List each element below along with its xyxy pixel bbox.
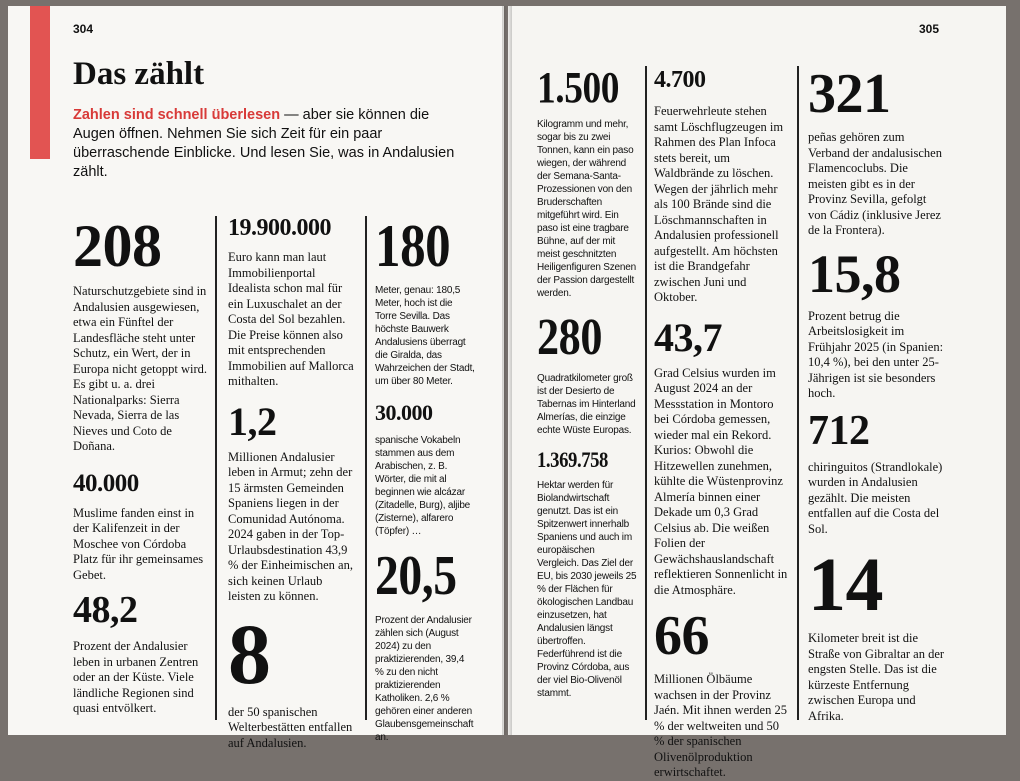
stat-number: 1,2 [228, 398, 277, 444]
stat-text: Prozent betrug die Arbeitslosigkeit im Frühjahr 2025 (in Spanien: 10,4 %), bei den unter 25-Jährigen ist sie besonders hoch. [808, 308, 944, 400]
intro-paragraph [73, 106, 463, 182]
column-divider [797, 66, 799, 720]
book-gutter [502, 6, 512, 735]
stat-number: 15,8 [808, 243, 901, 304]
stat-text: Muslime fanden einst in der Kalifenzeit in der Moschee von Córdoba Platz für ihr gemeinsames Gebet. [73, 505, 204, 582]
stat-number: 66 [654, 605, 709, 667]
stat-text: der 50 spanischen Welterbestätten entfallen auf Andalusien. [228, 704, 353, 750]
stat-number: 14 [808, 543, 883, 627]
right-column-3 [808, 63, 948, 724]
stat-number: 712 [808, 407, 870, 454]
stat-number: 20,5 [375, 545, 457, 607]
left-column-2 [228, 216, 358, 751]
stat-text: Millionen Ölbäume wachsen in der Provinz Jaén. Mit ihnen werden 25 % der weltweiten und 50 % der spanischen Olivenölproduktion erwirtschaftet. [654, 672, 787, 779]
stat-text: Quadratkilometer groß ist der Desierto de Tabernas im Hinterland Almerías, die einzige echte Wüste Europas. [537, 373, 636, 436]
column-divider [645, 66, 647, 720]
stat-number: 19.900.000 [228, 215, 331, 241]
stat-number: 208 [73, 213, 162, 279]
stat-number: 280 [537, 309, 603, 366]
left-column-3 [375, 213, 475, 744]
left-column-1 [73, 213, 208, 717]
stat-number: 40.000 [73, 469, 139, 497]
stat-text: peñas gehören zum Verband der andalusischen Flamencoclubs. Die meisten gibt es in der Provinz Sevilla, gefolgt von Cádiz (inklusive Jerez de la Frontera). [808, 130, 942, 237]
stat-text: Feuerwehrleute stehen samt Löschflugzeugen im Rahmen des Plan Infoca stets bereit, um Waldbrände zu löschen. Wegen der jährlich mehr als 100 Brände sind die Löschmannschaften in Andalusien professionell aufgestellt. Am höchsten ist die Brandgefahr zwischen Juni und Oktober. [654, 104, 784, 304]
stat-text: spanische Vokabeln stammen aus dem Arabischen, z. B. Wörter, die mit al beginnen wie alcázar (Zitadelle, Burg), aljibe (Zisterne), alfarero (Töpfer) … [375, 435, 471, 537]
stat-number: 8 [228, 605, 271, 702]
stat-text: Prozent der Andalusier leben in urbanen Zentren oder an der Küste. Viele ländliche Regionen sind quasi entvölkert. [73, 639, 199, 715]
stat-text: Kilogramm und mehr, sogar bis zu zwei Tonnen, kann ein paso wiegen, der während der Semana-Santa-Prozessionen von den Bruderschaften mitgeführt wird. Ein paso ist eine tragbare Bühne, auf der mit meist geschnitzten Heiligenfiguren Szenen der Passion dargestellt werden. [537, 119, 637, 299]
column-divider [215, 216, 217, 720]
intro-highlight: Zahlen sind schnell überlesen [73, 107, 281, 123]
stat-number: 1.369.758 [537, 447, 608, 472]
stat-number: 4.700 [654, 67, 706, 93]
stat-text: Millionen Andalusier leben in Armut; zehn der 15 ärmsten Gemeinden Spaniens liegen in der Comunidad Autónoma. 2024 gaben in der Top-Urlaubsdestination 43,9 % der Einheimischen an, sich keinen Urlaub leisten zu können. [228, 449, 353, 603]
stat-text: Euro kann man laut Immobilienportal Idealista schon mal für ein Luxuschalet an der Costa del Sol bezahlen. Die Preise können also mit entsprechenden Immobilien auf Mallorca mithalten. [228, 250, 354, 388]
stat-number: 48,2 [73, 589, 138, 631]
page-title: Das zählt [73, 56, 205, 92]
stat-text: Kilometer breit ist die Straße von Gibraltar an der engsten Stelle. Das ist die kürzeste Entfernung zwischen Europa und Afrika. [808, 631, 945, 723]
accent-bar [30, 6, 50, 159]
stat-text: Meter, genau: 180,5 Meter, hoch ist die Torre Sevilla. Das höchste Bauwerk Andalusiens überragt die Giralda, das Wahrzeichen der Stadt, um über 80 Meter. [375, 285, 475, 387]
stat-number: 321 [808, 63, 891, 125]
stat-text: Hektar werden für Biolandwirtschaft genutzt. Das ist ein Spitzenwert innerhalb Spaniens und auch im europäischen Vergleich. Das Ziel der EU, bis 2030 jeweils 25 % der Flächen für ökologischen Landbau einzusetzen, hat Andalusien längst übertroffen. Federführend ist die Provinz Córdoba, aus der viel Bio-Olivenöl stammt. [537, 480, 637, 699]
stat-number: 1.500 [537, 63, 620, 112]
stat-text: Naturschutzgebiete sind in Andalusien ausgewiesen, etwa ein Fünftel der Landesfläche steht unter Schutz, ein Wert, der in Europa nicht getoppt wird. Es gibt u. a. drei Nationalparks: Sierra Nevada, Sierra de las Nieves und Coto de Doñana. [73, 284, 207, 453]
stat-number: 180 [375, 213, 451, 279]
column-divider [365, 216, 367, 720]
page-number-left: 304 [73, 22, 94, 36]
page-number-right: 305 [919, 22, 940, 36]
intro-text: — aber sie können die Augen öffnen. Nehmen Sie sich Zeit für ein paar überraschende Einblicke. Und lesen Sie, was in Andalusien zählt. [73, 107, 455, 180]
right-column-1 [537, 63, 637, 700]
stat-number: 30.000 [375, 400, 433, 425]
stat-number: 43,7 [654, 314, 722, 360]
stat-text: Prozent der Andalusier zählen sich (August 2024) zu den praktizierenden, 39,4 % zu den nicht praktizierenden Katholiken. 2,6 % gehören einer anderen Glaubensgemeinschaft an. [375, 615, 474, 743]
stat-text: chiringuitos (Strandlokale) wurden in Andalusien gezählt. Die meisten entfallen auf die Costa del Sol. [808, 459, 943, 536]
stat-text: Grad Celsius wurden im August 2024 an der Messstation in Montoro bei Córdoba gemessen, wieder mal ein Rekord. Kurios: Obwohl die Hitzewellen zunehmen, kühlte die Wüstenprovinz Almería binnen einer Dekade um 0,3 Grad Celsius ab. Die weißen Folien der Gewächshauslandschaft reflektieren Sonnenlicht in die Atmosphäre. [654, 365, 788, 597]
right-column-2 [654, 68, 789, 781]
